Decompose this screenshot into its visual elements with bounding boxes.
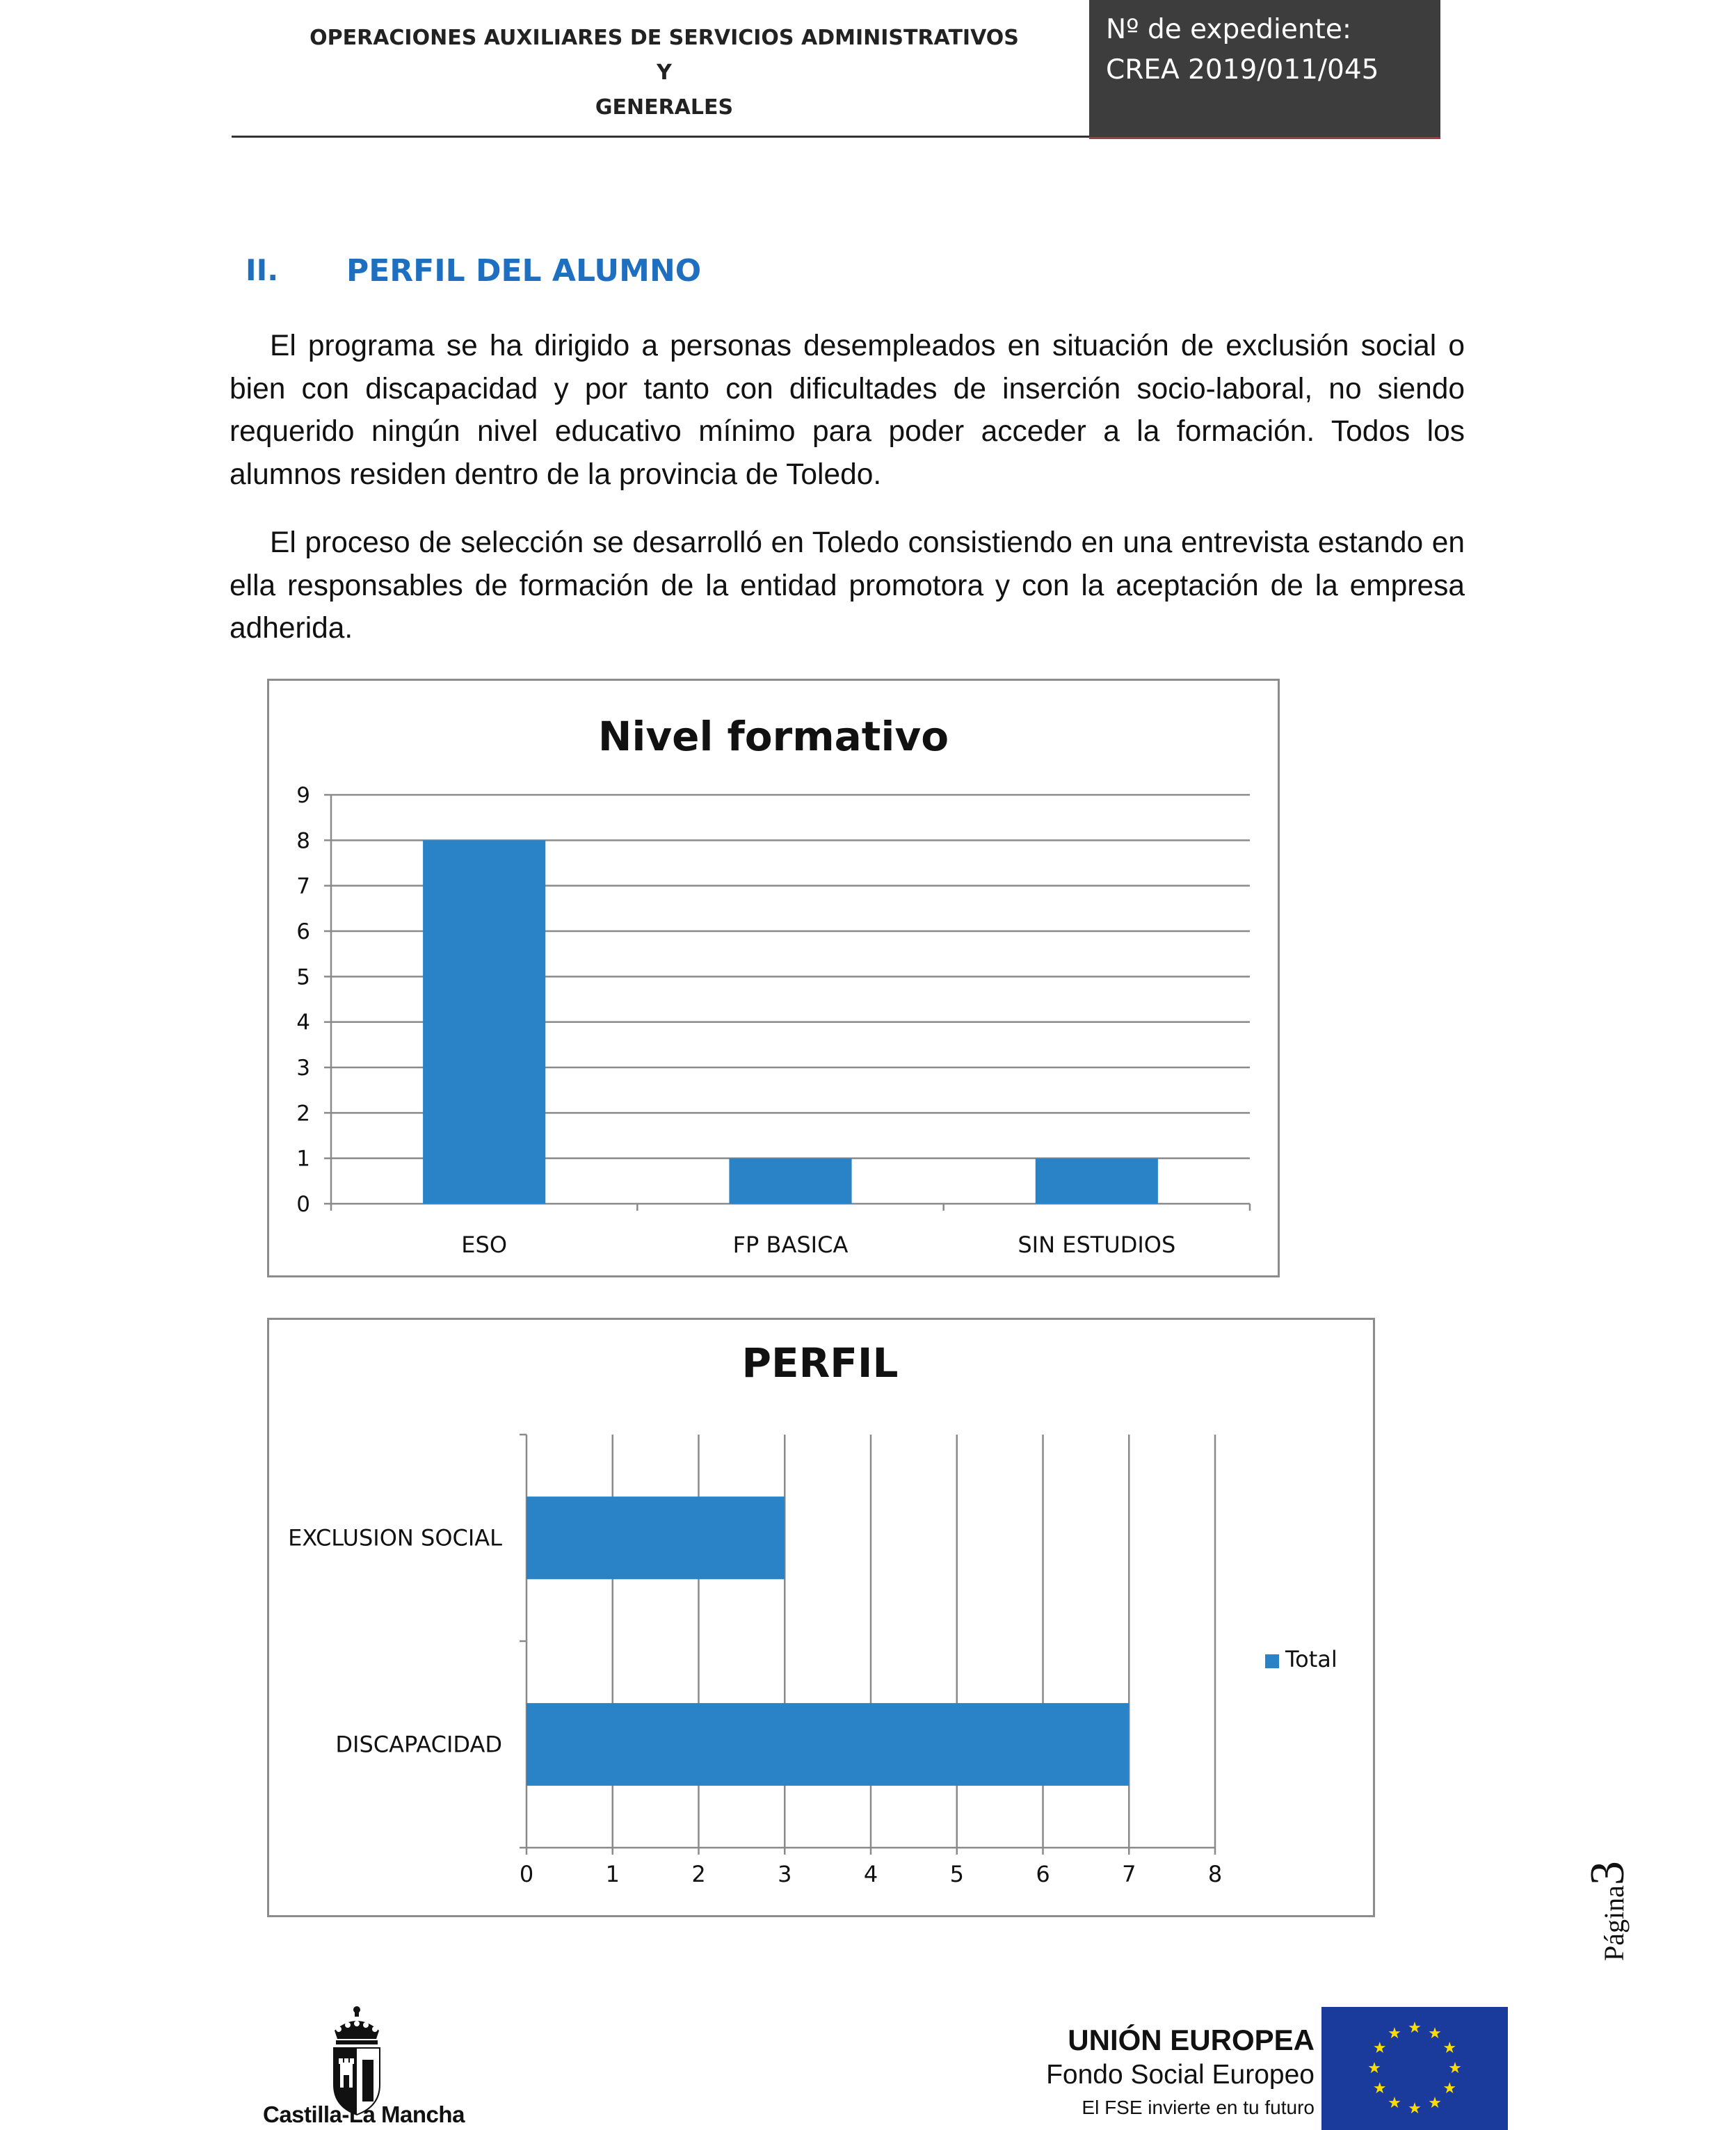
eu-star-icon: ★ (1372, 2079, 1387, 2097)
paragraph-selection: El proceso de selección se desarrolló en Toledo consistiendo en una entrevista estando en ella responsables de formación de la entidad promotora y con la aceptación de la empresa adherida. (230, 526, 1465, 645)
chart2-bar (527, 1496, 785, 1579)
eu-fund: Fondo Social Europeo (1046, 2060, 1315, 2090)
chart2-xtick-label: 0 (519, 1861, 534, 1887)
eu-star-icon: ★ (1408, 2099, 1422, 2117)
chart2-category-label: DISCAPACIDAD (335, 1731, 502, 1758)
chart1-category-label: SIN ESTUDIOS (1018, 1232, 1176, 1258)
chart2-xtick-label: 8 (1207, 1861, 1223, 1887)
chart1-bar (423, 840, 545, 1204)
header-rule (232, 136, 1091, 138)
chart1-ytick-label: 9 (296, 783, 310, 808)
eu-star-icon: ★ (1372, 2039, 1387, 2056)
chart1-ytick-label: 3 (296, 1056, 310, 1081)
chart1-ytick-label: 0 (296, 1192, 310, 1217)
chart2-xtick-label: 5 (949, 1861, 964, 1887)
eu-star-icon: ★ (1388, 2094, 1401, 2112)
chart1-ytick-label: 8 (296, 828, 310, 854)
chart2-xtick-label: 2 (691, 1861, 706, 1887)
chart2-xtick-label: 1 (605, 1861, 620, 1887)
chart1-bar (729, 1159, 851, 1204)
chart1-ytick-label: 6 (296, 919, 310, 944)
header-title-line1: OPERACIONES AUXILIARES DE SERVICIOS ADMINISTRATIVOS Y (310, 26, 1019, 85)
chart1-ytick-label: 1 (296, 1146, 310, 1172)
eu-star-icon: ★ (1367, 2059, 1381, 2076)
eu-star-icon: ★ (1388, 2024, 1401, 2042)
eu-star-icon: ★ (1428, 2094, 1442, 2112)
chart1-ytick-label: 7 (296, 873, 310, 899)
eu-slogan: El FSE invierte en tu futuro (1082, 2097, 1315, 2118)
chart1-category-label: ESO (461, 1232, 508, 1258)
chart2-category-label: EXCLUSION SOCIAL (288, 1524, 502, 1551)
chart2-bar (527, 1703, 1129, 1786)
chart1-ytick-label: 5 (296, 965, 310, 990)
chart2-xtick-label: 4 (863, 1861, 878, 1887)
page-number (1580, 1861, 1636, 1961)
chart-nivel-formativo-svg (269, 681, 1278, 1275)
castilla-la-mancha-name: Castilla-La Mancha (263, 2101, 465, 2127)
chart1-bar (1036, 1159, 1158, 1204)
chart1-ytick-label: 2 (296, 1101, 310, 1127)
chart1-ytick-label: 4 (296, 1010, 310, 1035)
eu-flag-icon (1321, 2007, 1508, 2130)
expediente-value: CREA 2019/011/045 (1106, 54, 1379, 86)
expediente-box-underline (1089, 137, 1440, 139)
chart-perfil-svg (269, 1320, 1373, 1915)
expediente-label: Nº de expediente: (1106, 14, 1351, 45)
chart1-title: Nivel formativo (597, 713, 949, 760)
eu-star-icon: ★ (1442, 2039, 1457, 2056)
eu-title: UNIÓN EUROPEA (1068, 2024, 1315, 2056)
chart1-category-label: FP BASICA (732, 1232, 849, 1258)
eu-star-icon: ★ (1408, 2019, 1422, 2036)
paragraph-program: El programa se ha dirigido a personas desempleados en situación de exclusión social o bien con discapacidad y por tanto con dificultades de inserción socio-laboral, no siendo requerido ningún nivel educativo mínimo para poder acceder a la formación. Todos los alumnos residen dentro de la provincia de Toledo. (230, 330, 1465, 491)
page-number-value: 3 (1581, 1861, 1634, 1886)
eu-star-icon: ★ (1428, 2024, 1442, 2042)
document-header-title (299, 21, 1029, 125)
chart2-title: PERFIL (741, 1339, 899, 1387)
chart2-legend-swatch (1265, 1654, 1279, 1668)
eu-star-icon: ★ (1448, 2059, 1462, 2076)
page-label: Página (1598, 1885, 1630, 1961)
eu-star-icon: ★ (1442, 2079, 1457, 2097)
section-number: II. (246, 253, 279, 287)
chart-nivel-formativo (267, 679, 1280, 1277)
section-title: PERFIL DEL ALUMNO (346, 253, 702, 289)
chart2-xtick-label: 6 (1036, 1861, 1050, 1887)
chart2-xtick-label: 7 (1122, 1861, 1136, 1887)
chart-perfil (267, 1318, 1375, 1917)
expediente-box (1089, 0, 1440, 137)
chart2-legend-label: Total (1285, 1646, 1337, 1672)
chart2-xtick-label: 3 (778, 1861, 792, 1887)
header-title-line2: GENERALES (595, 95, 734, 120)
